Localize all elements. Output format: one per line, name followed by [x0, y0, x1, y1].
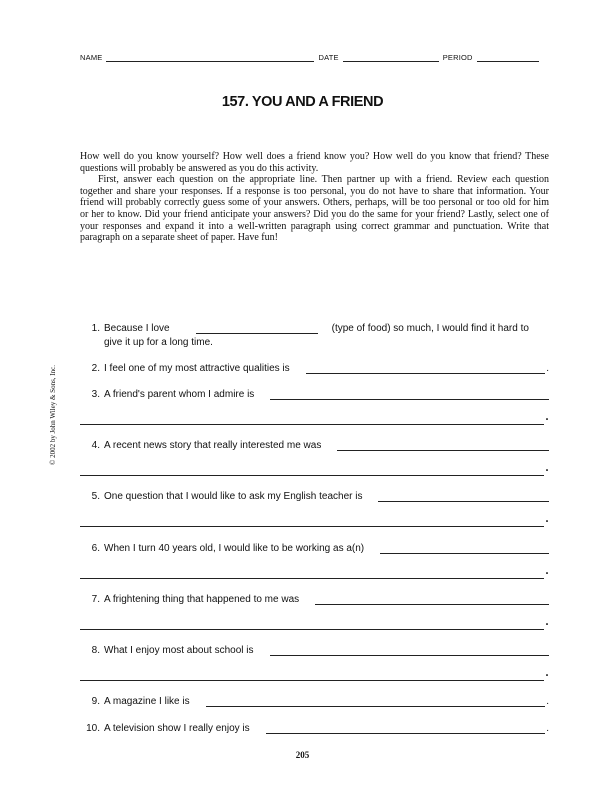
question-text: I feel one of my most attractive qualities is	[104, 363, 290, 374]
page-title: 157. YOU AND A FRIEND	[221, 94, 384, 110]
question-number: 7.	[91, 594, 100, 605]
period-blank[interactable]	[477, 53, 539, 62]
question-7	[80, 591, 549, 605]
end-period: .	[546, 696, 549, 707]
answer-line-4[interactable]	[80, 458, 549, 476]
period-label: PERIOD	[442, 53, 473, 62]
question-number: 3.	[91, 389, 100, 400]
date-label: DATE	[318, 53, 339, 62]
answer-blank[interactable]	[270, 389, 549, 400]
answer-blank[interactable]	[380, 543, 549, 554]
question-text: A frightening thing that happened to me was	[104, 594, 300, 605]
intro-paragraph-1: How well do you know yourself? How well does a friend know you? How well do you know that friend? These questions will probably be answered as you do this activity.	[80, 151, 549, 174]
question-1	[80, 320, 549, 348]
question-number: 4.	[91, 440, 100, 451]
instructions	[80, 151, 549, 244]
answer-line-8[interactable]	[80, 663, 549, 681]
question-4	[80, 437, 549, 451]
question-text: A magazine I like is	[104, 696, 190, 707]
answer-line-3[interactable]	[80, 407, 549, 425]
question-text-cont: (type of food) so much, I would find it hard to	[331, 323, 529, 334]
question-text: A television show I really enjoy is	[104, 723, 250, 734]
question-text-cont: give it up for a long time.	[104, 337, 213, 348]
end-period: .	[545, 561, 549, 578]
answer-line-6[interactable]	[80, 561, 549, 579]
question-10	[80, 720, 549, 734]
page-number: 205	[295, 750, 310, 760]
question-text: Because I love	[104, 323, 170, 334]
question-number: 5.	[91, 491, 100, 502]
answer-blank[interactable]	[206, 696, 546, 707]
question-number: 6.	[91, 543, 100, 554]
end-period: .	[545, 509, 549, 526]
answer-blank[interactable]	[337, 440, 549, 451]
end-period: .	[545, 407, 549, 424]
copyright-notice: © 2002 by John Wiley & Sons, Inc.	[49, 365, 57, 465]
name-blank[interactable]	[106, 53, 314, 62]
name-label: NAME	[80, 53, 103, 62]
answer-blank[interactable]	[266, 723, 546, 734]
answer-blank[interactable]	[270, 645, 549, 656]
intro-paragraph-2: First, answer each question on the appropriate line. Then partner up with a friend. Review each question together and share your responses. If a response is too personal, you do not have to share that information. Your friend will probably correctly guess some of your answers. Others, perhaps, will be too personal or too old for him or her to know. Did your friend anticipate your answers? Did you do the same for your friend? Lastly, select one of your responses and expand it into a well-written paragraph using correct grammar and punctuation. Write that paragraph on a separate sheet of paper. Have fun!	[80, 174, 549, 244]
end-period: .	[545, 663, 549, 680]
question-2	[80, 360, 549, 374]
end-period: .	[546, 363, 549, 374]
answer-blank[interactable]	[315, 594, 549, 605]
question-3	[80, 386, 549, 400]
answer-line-7[interactable]	[80, 612, 549, 630]
date-blank[interactable]	[343, 53, 439, 62]
end-period: .	[545, 612, 549, 629]
question-number: 10.	[86, 723, 100, 734]
answer-blank[interactable]	[196, 323, 318, 334]
question-number: 1.	[91, 323, 100, 334]
question-text: One question that I would like to ask my English teacher is	[104, 491, 363, 502]
end-period: .	[546, 723, 549, 734]
question-9	[80, 693, 549, 707]
question-text: A friend's parent whom I admire is	[104, 389, 255, 400]
question-number: 9.	[91, 696, 100, 707]
question-text: When I turn 40 years old, I would like to be working as a(n)	[104, 543, 365, 554]
answer-line-5[interactable]	[80, 509, 549, 527]
question-text: What I enjoy most about school is	[104, 645, 254, 656]
end-period: .	[545, 458, 549, 475]
question-5	[80, 488, 549, 502]
question-number: 8.	[91, 645, 100, 656]
question-number: 2.	[91, 363, 100, 374]
question-8	[80, 642, 549, 656]
question-6	[80, 540, 549, 554]
answer-blank[interactable]	[306, 363, 546, 374]
question-text: A recent news story that really interested me was	[104, 440, 322, 451]
answer-blank[interactable]	[378, 491, 549, 502]
header-fields	[80, 53, 550, 62]
